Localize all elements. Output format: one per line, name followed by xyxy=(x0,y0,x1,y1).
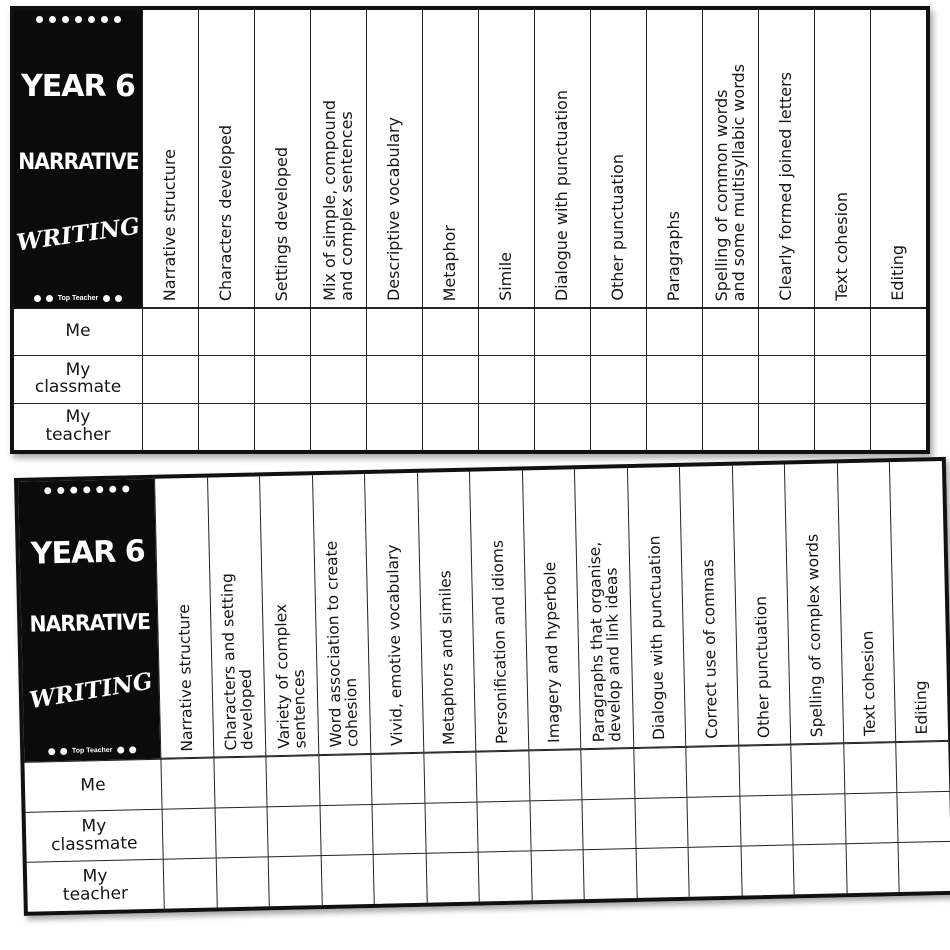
rubric-card-2 xyxy=(14,457,950,916)
criterion-header xyxy=(417,472,476,753)
brand-logo: Top Teacher xyxy=(57,295,99,302)
brand-row xyxy=(48,746,137,755)
criterion-header xyxy=(590,10,646,308)
decorative-dot xyxy=(46,295,53,302)
rating-cell[interactable] xyxy=(142,355,198,402)
rating-cell[interactable] xyxy=(793,843,847,894)
decorative-dot xyxy=(96,486,103,493)
rating-cell[interactable] xyxy=(633,747,687,798)
criterion-label: Paragraphs xyxy=(664,210,684,301)
criterion-label: Text cohesion xyxy=(858,630,879,736)
rating-cell[interactable] xyxy=(582,798,636,849)
rating-cell[interactable] xyxy=(370,753,424,804)
rating-cell[interactable] xyxy=(142,403,198,450)
decorative-dot xyxy=(57,487,64,494)
rating-cell[interactable] xyxy=(896,741,950,792)
decorative-dot xyxy=(62,16,69,23)
rating-cell[interactable] xyxy=(198,355,254,402)
criterion-header xyxy=(534,10,590,308)
row-label: Me xyxy=(14,308,142,355)
rating-cell[interactable] xyxy=(162,808,216,859)
rating-cell[interactable] xyxy=(702,308,758,355)
rating-cell[interactable] xyxy=(590,403,646,450)
rating-cell[interactable] xyxy=(318,754,372,805)
title-subject: NARRATIVE xyxy=(17,149,139,175)
rating-cell[interactable] xyxy=(422,308,478,355)
criterion-header xyxy=(732,465,791,746)
criterion-label: Vivid, emotive vocabulary xyxy=(383,544,406,747)
criterion-label: Variety of complex sentences xyxy=(271,603,310,750)
rating-cell[interactable] xyxy=(581,748,635,799)
rating-cell[interactable] xyxy=(814,308,870,355)
rating-cell[interactable] xyxy=(163,858,217,909)
criterion-header xyxy=(254,10,310,308)
criterion-label: Dialogue with punctuation xyxy=(552,89,572,301)
rating-cell[interactable] xyxy=(646,308,702,355)
rating-cell[interactable] xyxy=(478,308,534,355)
rating-cell[interactable] xyxy=(477,800,531,851)
row-label: My classmate xyxy=(26,809,163,862)
decorative-dot xyxy=(44,487,51,494)
decorative-dot xyxy=(83,486,90,493)
criterion-label: Paragraphs that organise, develop and link ideas xyxy=(585,541,625,743)
criterion-header xyxy=(702,10,758,308)
rating-cell[interactable] xyxy=(198,403,254,450)
title-year: YEAR 6 xyxy=(21,69,135,105)
criterion-header xyxy=(207,476,266,757)
criterion-label: Clearly formed joined letters xyxy=(776,72,796,301)
decorative-dot xyxy=(48,748,55,755)
decorative-dot xyxy=(70,487,77,494)
rating-cell[interactable] xyxy=(423,752,477,803)
rating-cell[interactable] xyxy=(254,355,310,402)
criterion-label: Text cohesion xyxy=(832,192,852,301)
row-label: My teacher xyxy=(14,403,142,450)
rubric-grid xyxy=(18,461,950,912)
criterion-label: Metaphors and similes xyxy=(436,570,459,746)
criterion-label: Characters developed xyxy=(216,124,236,301)
criterion-header xyxy=(522,469,581,750)
rating-cell[interactable] xyxy=(897,791,950,842)
rating-cell[interactable] xyxy=(898,841,950,892)
rating-cell[interactable] xyxy=(814,355,870,402)
brand-row xyxy=(34,295,123,302)
criterion-label: Spelling of complex words xyxy=(803,533,827,738)
decorative-dot xyxy=(109,486,116,493)
title-year: YEAR 6 xyxy=(30,533,146,572)
rating-cell[interactable] xyxy=(844,792,898,843)
criterion-header xyxy=(142,10,198,308)
rating-cell[interactable] xyxy=(791,743,845,794)
criterion-header xyxy=(627,467,686,748)
rating-cell[interactable] xyxy=(870,355,926,402)
rating-cell[interactable] xyxy=(530,849,584,900)
criterion-label: Simile xyxy=(496,252,516,301)
decorative-dot xyxy=(34,295,41,302)
rating-cell[interactable] xyxy=(583,848,637,899)
criterion-label: Word association to create cohesion xyxy=(322,541,362,748)
criterion-header xyxy=(814,10,870,308)
criterion-label: Characters and setting developed xyxy=(218,572,257,751)
rating-cell[interactable] xyxy=(870,403,926,450)
rating-cell[interactable] xyxy=(814,403,870,450)
title-block xyxy=(14,10,142,308)
rating-cell[interactable] xyxy=(422,403,478,450)
decorative-dot xyxy=(115,295,122,302)
rating-cell[interactable] xyxy=(366,403,422,450)
criterion-header xyxy=(312,474,371,755)
row-label: Me xyxy=(24,759,161,812)
rating-cell[interactable] xyxy=(478,355,534,402)
criterion-label: Spelling of common words and some multisyllabic words xyxy=(711,63,748,301)
rating-cell[interactable] xyxy=(254,403,310,450)
rating-cell[interactable] xyxy=(214,806,268,857)
criterion-header xyxy=(679,466,738,747)
brand-logo: Top Teacher xyxy=(71,746,113,755)
criterion-header xyxy=(889,461,948,742)
criterion-label: Dialogue with punctuation xyxy=(645,535,669,741)
rating-cell[interactable] xyxy=(758,308,814,355)
rating-cell[interactable] xyxy=(198,308,254,355)
top-dots xyxy=(22,485,150,495)
title-block xyxy=(18,479,160,762)
criterion-label: Settings developed xyxy=(272,146,292,301)
decorative-dot xyxy=(36,16,43,23)
rubric-card-1 xyxy=(10,6,930,454)
rating-cell[interactable] xyxy=(319,804,373,855)
criterion-label: Metaphor xyxy=(440,224,460,301)
criterion-label: Other punctuation xyxy=(608,154,628,301)
rating-cell[interactable] xyxy=(740,844,794,895)
decorative-dot xyxy=(117,747,124,754)
rating-cell[interactable] xyxy=(528,749,582,800)
rating-cell[interactable] xyxy=(478,403,534,450)
rating-cell[interactable] xyxy=(478,850,532,901)
rating-cell[interactable] xyxy=(424,802,478,853)
criterion-label: Editing xyxy=(888,245,908,301)
decorative-dot xyxy=(75,16,82,23)
rating-cell[interactable] xyxy=(739,794,793,845)
rating-cell[interactable] xyxy=(213,756,267,807)
decorative-dot xyxy=(114,16,121,23)
criterion-label: Narrative structure xyxy=(174,603,196,752)
criterion-header xyxy=(310,10,366,308)
criterion-header xyxy=(154,478,213,759)
decorative-dot xyxy=(129,746,136,753)
decorative-dot xyxy=(122,485,129,492)
rating-cell[interactable] xyxy=(590,308,646,355)
rating-cell[interactable] xyxy=(310,355,366,402)
rating-cell[interactable] xyxy=(265,755,319,806)
criterion-header xyxy=(870,10,926,308)
rating-cell[interactable] xyxy=(845,842,899,893)
rating-cell[interactable] xyxy=(758,355,814,402)
rating-cell[interactable] xyxy=(476,750,530,801)
decorative-dot xyxy=(88,16,95,23)
rating-cell[interactable] xyxy=(534,403,590,450)
decorative-dot xyxy=(60,748,67,755)
criterion-header xyxy=(364,473,423,754)
rating-cell[interactable] xyxy=(686,746,740,797)
criterion-header xyxy=(259,475,318,756)
criterion-header xyxy=(837,462,896,743)
rating-cell[interactable] xyxy=(310,403,366,450)
rating-cell[interactable] xyxy=(688,846,742,897)
rating-cell[interactable] xyxy=(373,853,427,904)
rating-cell[interactable] xyxy=(372,803,426,854)
rating-cell[interactable] xyxy=(160,758,214,809)
criterion-label: Narrative structure xyxy=(160,148,180,301)
rating-cell[interactable] xyxy=(425,852,479,903)
decorative-dot xyxy=(101,16,108,23)
rating-cell[interactable] xyxy=(366,308,422,355)
title-type: WRITING xyxy=(27,667,155,715)
title-subject: NARRATIVE xyxy=(28,609,150,638)
criterion-header xyxy=(478,10,534,308)
criterion-header xyxy=(198,10,254,308)
rating-cell[interactable] xyxy=(758,403,814,450)
criterion-label: Editing xyxy=(911,680,932,735)
rating-cell[interactable] xyxy=(870,308,926,355)
criterion-label: Other punctuation xyxy=(752,595,774,739)
top-dots xyxy=(18,16,138,23)
title-type: WRITING xyxy=(14,212,142,257)
rating-cell[interactable] xyxy=(634,797,688,848)
criterion-header xyxy=(784,463,843,744)
rating-cell[interactable] xyxy=(422,355,478,402)
rating-cell[interactable] xyxy=(215,856,269,907)
rating-cell[interactable] xyxy=(635,847,689,898)
criterion-label: Personification and idioms xyxy=(488,539,511,745)
criterion-label: Mix of simple, compound and complex sentences xyxy=(319,100,356,301)
rating-cell[interactable] xyxy=(254,308,310,355)
rating-cell[interactable] xyxy=(646,355,702,402)
criterion-header xyxy=(469,470,528,751)
criterion-header xyxy=(758,10,814,308)
rating-cell[interactable] xyxy=(590,355,646,402)
criterion-header xyxy=(574,468,633,749)
rating-cell[interactable] xyxy=(702,355,758,402)
criterion-header xyxy=(646,10,702,308)
criterion-header xyxy=(366,10,422,308)
rating-cell[interactable] xyxy=(529,799,583,850)
rating-cell[interactable] xyxy=(366,355,422,402)
rating-cell[interactable] xyxy=(738,744,792,795)
criterion-label: Correct use of commas xyxy=(698,559,722,740)
rating-cell[interactable] xyxy=(142,308,198,355)
criterion-label: Imagery and hyperbole xyxy=(541,561,564,744)
decorative-dot xyxy=(103,295,110,302)
criterion-header xyxy=(422,10,478,308)
rating-cell[interactable] xyxy=(646,403,702,450)
rating-cell[interactable] xyxy=(534,308,590,355)
rating-cell[interactable] xyxy=(310,308,366,355)
rating-cell[interactable] xyxy=(687,796,741,847)
decorative-dot xyxy=(49,16,56,23)
rating-cell[interactable] xyxy=(702,403,758,450)
criterion-label: Descriptive vocabulary xyxy=(384,116,404,301)
rating-cell[interactable] xyxy=(320,854,374,905)
rating-cell[interactable] xyxy=(534,355,590,402)
row-label: My teacher xyxy=(27,859,164,912)
rating-cell[interactable] xyxy=(268,855,322,906)
rating-cell[interactable] xyxy=(843,742,897,793)
rating-cell[interactable] xyxy=(267,805,321,856)
rubric-grid xyxy=(14,10,926,450)
rating-cell[interactable] xyxy=(792,793,846,844)
row-label: My classmate xyxy=(14,355,142,402)
